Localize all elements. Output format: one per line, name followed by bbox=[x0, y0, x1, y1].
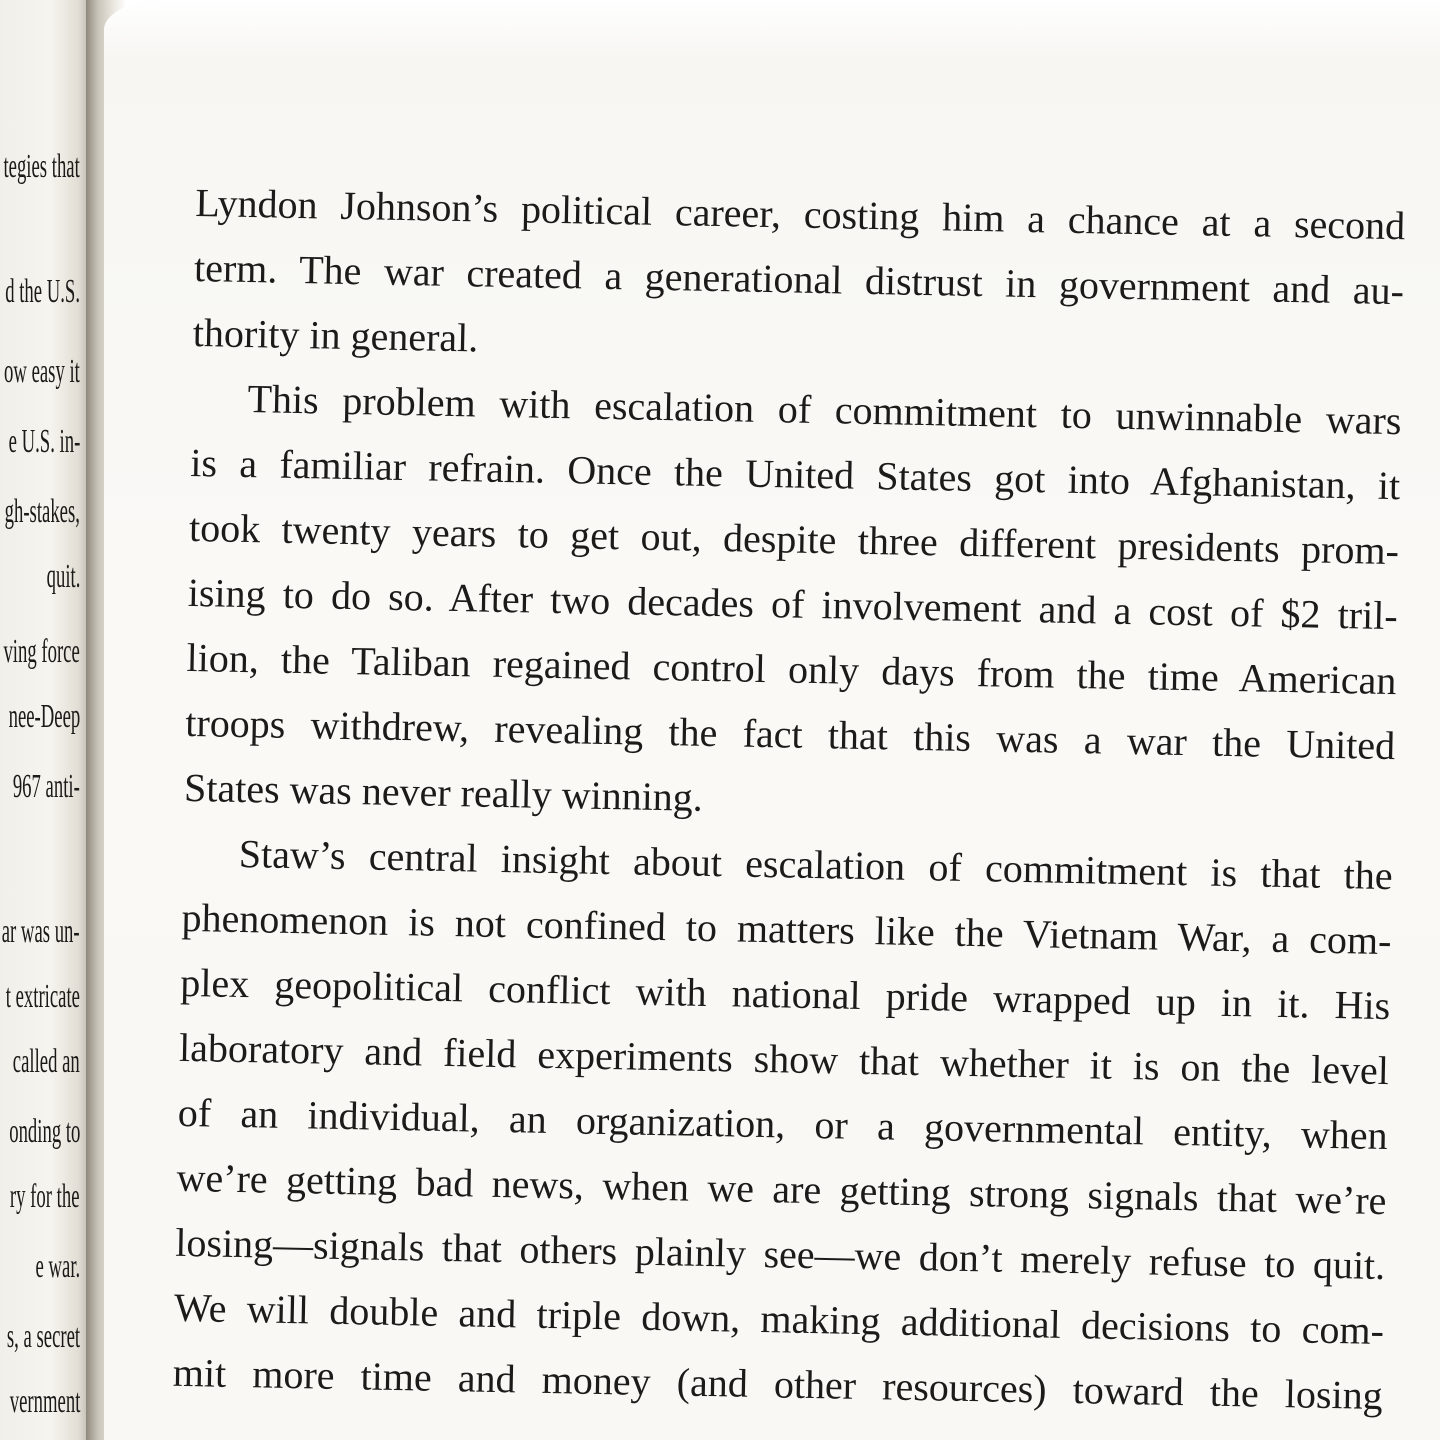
text-line: States was never really winning. bbox=[183, 764, 704, 820]
left-page bbox=[0, 0, 92, 1440]
left-page-fragment: gh-stakes, bbox=[4, 493, 80, 530]
right-page bbox=[104, 0, 1440, 1440]
text-line: ising to do so. After two decades of involvement and a cost of $2 tril- bbox=[187, 569, 1399, 639]
left-page-fragment: called an bbox=[13, 1043, 80, 1080]
text-line: Staw’s central insight about escalation of commitment is that the bbox=[238, 830, 1394, 899]
text-line: term. The war created a generational distrust in government and au- bbox=[193, 244, 1405, 314]
text-line: We will double and triple down, making additional decisions to com- bbox=[173, 1284, 1385, 1354]
left-page-fragment: d the U.S. bbox=[5, 273, 80, 310]
left-page-fragment: e U.S. in- bbox=[8, 423, 80, 460]
left-page-fragment: ow easy it bbox=[4, 353, 80, 390]
left-page-fragment: vernment bbox=[9, 1383, 80, 1420]
left-page-fragment: ar was un- bbox=[2, 913, 80, 950]
left-page-fragment: e war. bbox=[35, 1248, 80, 1285]
left-page-fragment: quit. bbox=[46, 558, 80, 595]
text-line: plex geopolitical conflict with national pride wrapped up in it. His bbox=[179, 959, 1391, 1029]
left-page-fragment: onding to bbox=[8, 1113, 80, 1150]
left-page-fragment: tegies that bbox=[3, 148, 80, 185]
text-line: troops withdrew, revealing the fact that this was a war the United bbox=[184, 699, 1396, 769]
left-page-fragment: ry for the bbox=[10, 1178, 80, 1215]
text-line: we’re getting bad news, when we are getting strong signals that we’re bbox=[176, 1154, 1387, 1224]
text-line: Lyndon Johnson’s political career, costing him a chance at a second bbox=[194, 179, 1406, 249]
text-line: thority in general. bbox=[192, 309, 479, 361]
left-page-fragment: 967 anti- bbox=[13, 768, 80, 805]
text-line: took twenty years to get out, despite three different presidents prom- bbox=[188, 504, 1400, 574]
page-edge-highlight bbox=[104, 0, 1440, 60]
text-line: laboratory and field experiments show that whether it is on the level bbox=[178, 1024, 1390, 1094]
text-line: of an individual, an organization, or a governmental entity, when bbox=[177, 1089, 1389, 1159]
text-line: losing—signals that others plainly see—we don’t merely refuse to quit. bbox=[174, 1219, 1386, 1289]
left-page-fragment: t extricate bbox=[5, 978, 80, 1015]
text-line: lion, the Taliban regained control only days from the time American bbox=[186, 634, 1397, 704]
text-line: mit more time and money (and other resources) toward the losing bbox=[172, 1349, 1384, 1419]
text-line: phenomenon is not confined to matters like the Vietnam War, a com- bbox=[181, 894, 1392, 964]
body-text bbox=[172, 170, 1405, 1428]
text-line: is a familiar refrain. Once the United States got into Afghanistan, it bbox=[189, 439, 1401, 509]
text-line: This problem with escalation of commitment to unwinnable wars bbox=[247, 376, 1402, 444]
left-page-fragment: nee-Deep bbox=[8, 698, 80, 735]
left-page-fragment: ving force bbox=[3, 633, 80, 670]
left-page-fragment: s, a secret bbox=[6, 1318, 80, 1355]
